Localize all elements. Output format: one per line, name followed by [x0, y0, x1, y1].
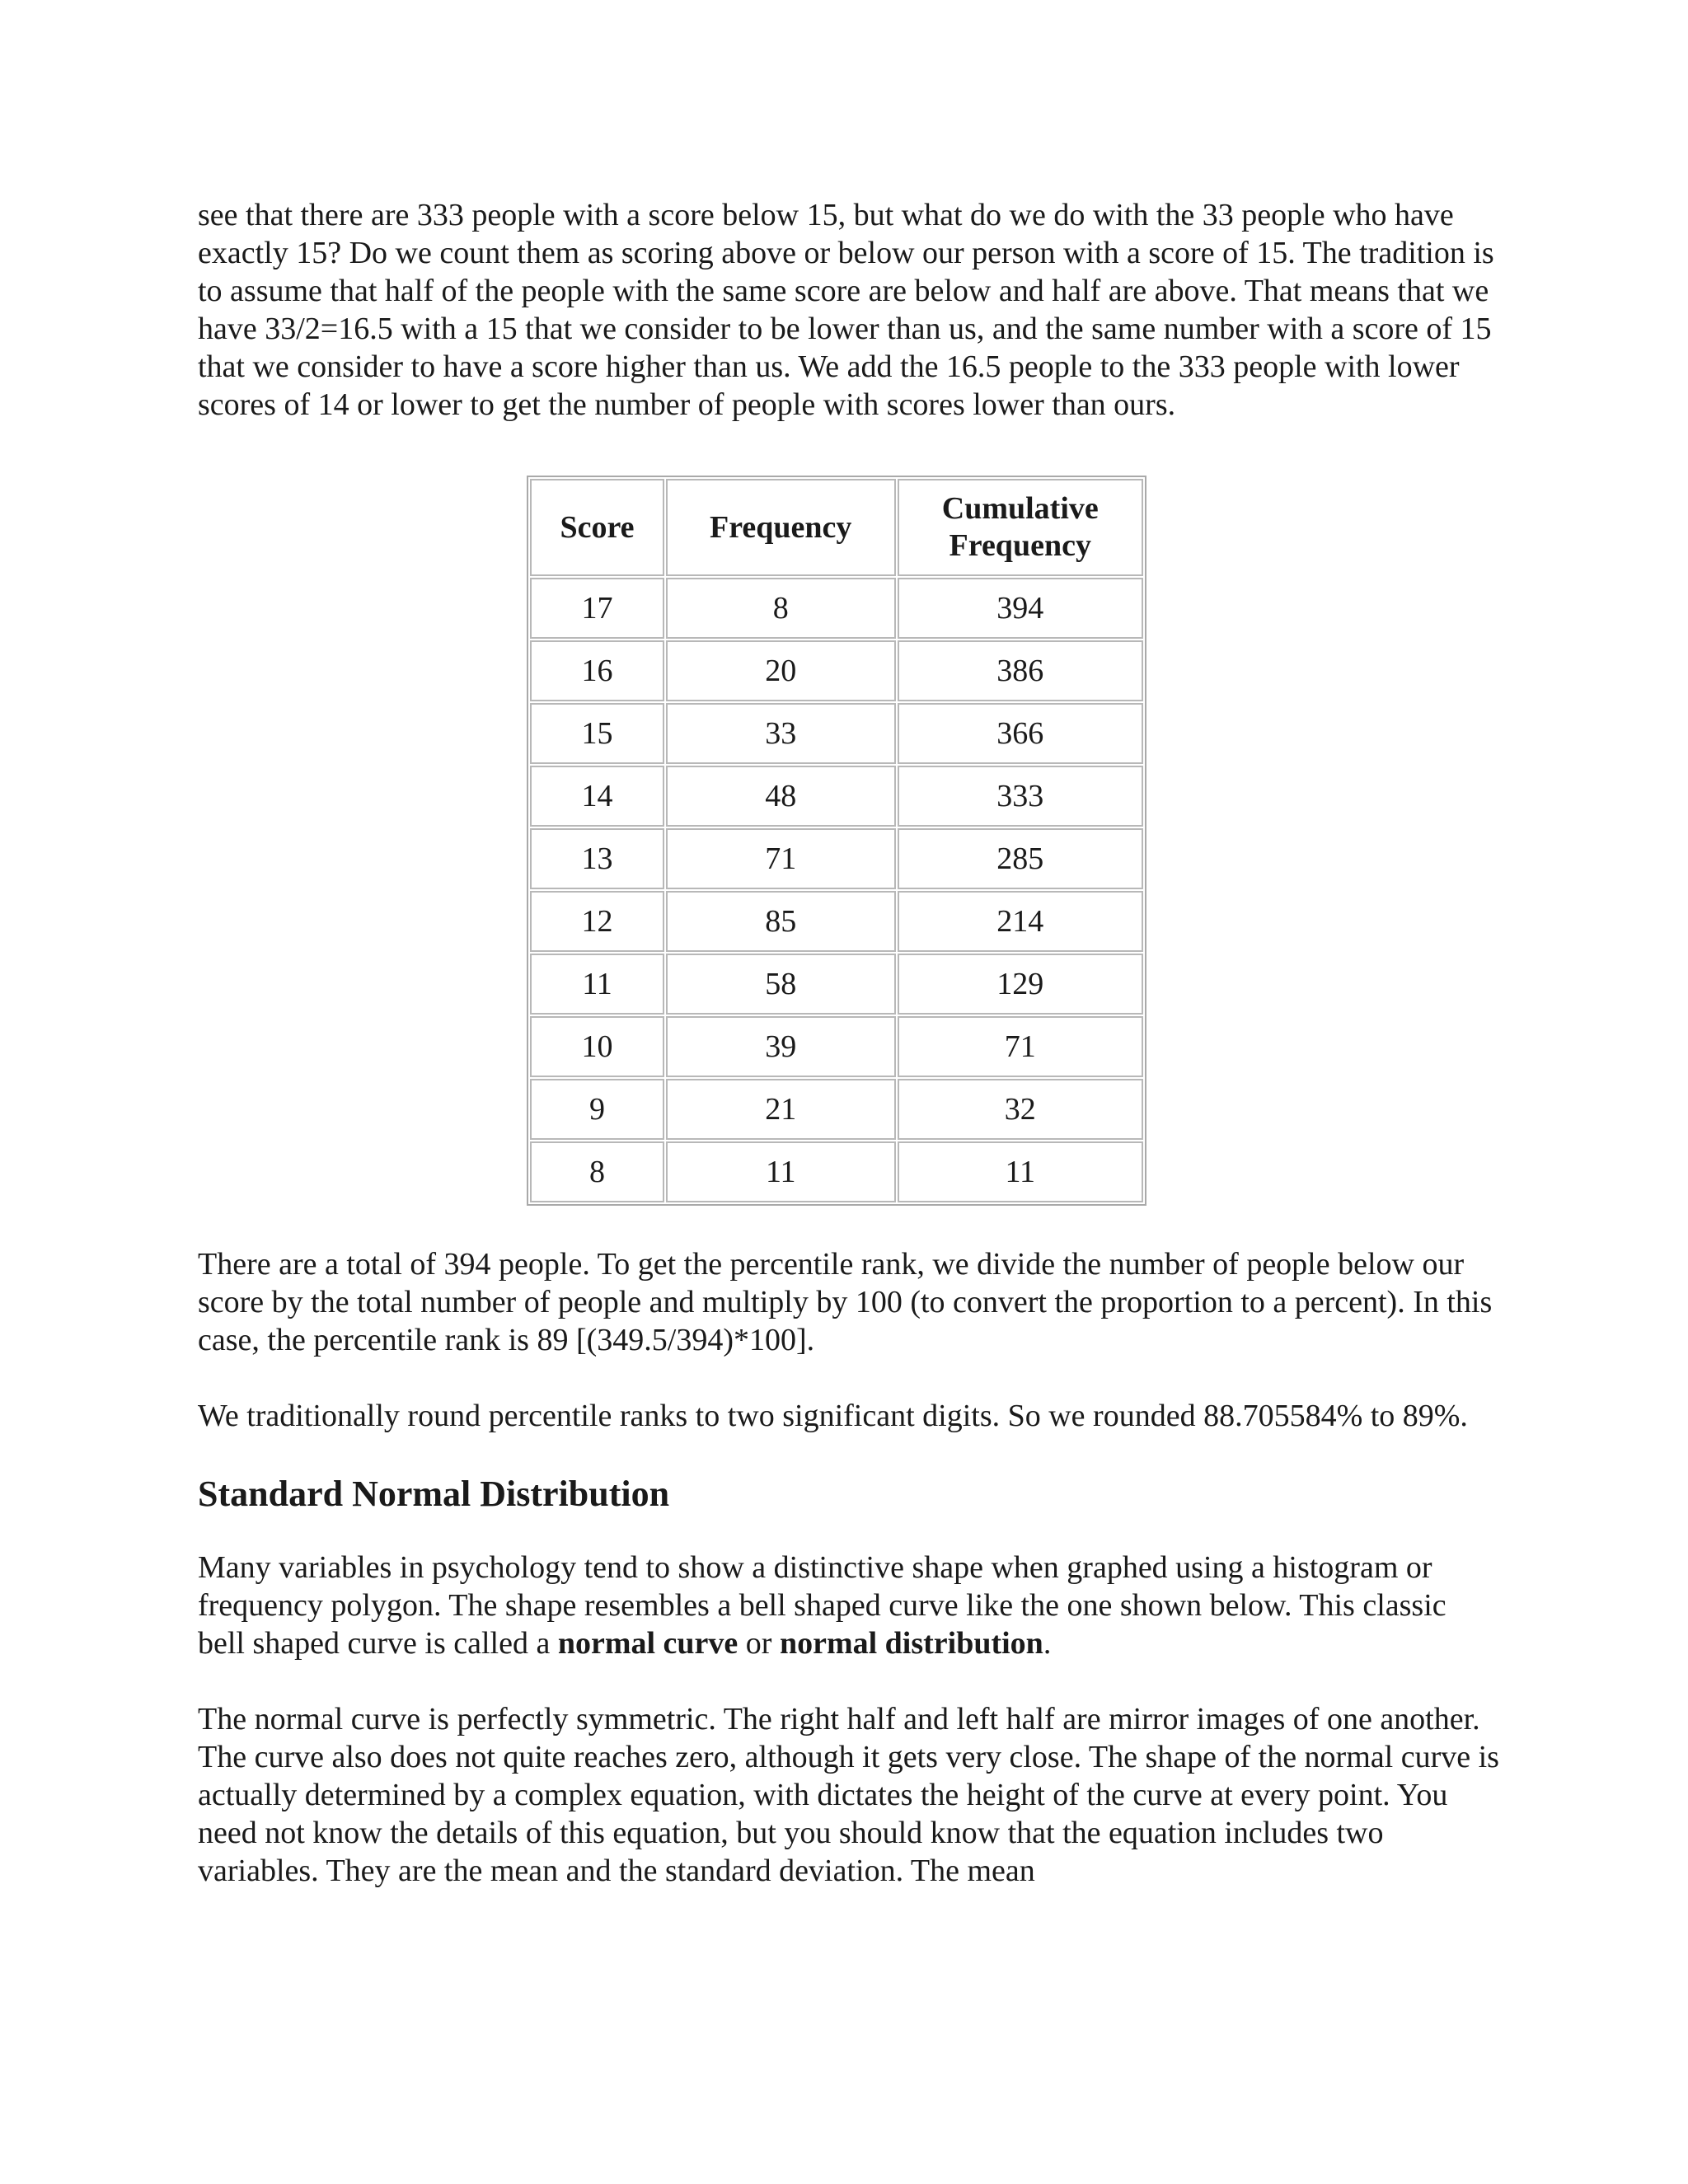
table-row: [530, 640, 1143, 701]
table-row: [530, 1141, 1143, 1202]
cell-score: 9: [530, 1079, 664, 1140]
term-normal-distribution: normal distribution: [779, 1626, 1043, 1661]
cell-frequency: 8: [666, 578, 896, 639]
cell-score: 8: [530, 1141, 664, 1202]
normal-curve-intro-paragraph: [198, 1549, 1500, 1662]
section-heading: Standard Normal Distribution: [198, 1474, 670, 1514]
cell-score: 15: [530, 703, 664, 764]
cell-frequency: 20: [666, 640, 896, 701]
cell-cumulative: 129: [898, 954, 1144, 1015]
cell-score: 17: [530, 578, 664, 639]
table-header-row: [530, 479, 1143, 576]
table-row: [530, 891, 1143, 952]
cell-cumulative: 394: [898, 578, 1144, 639]
table-row: [530, 954, 1143, 1015]
cell-score: 16: [530, 640, 664, 701]
cell-frequency: 11: [666, 1141, 896, 1202]
cell-frequency: 21: [666, 1079, 896, 1140]
cell-frequency: 39: [666, 1016, 896, 1077]
document-page: [198, 196, 1500, 1890]
table-row: [530, 1016, 1143, 1077]
cell-score: 12: [530, 891, 664, 952]
cell-cumulative: 32: [898, 1079, 1144, 1140]
cell-frequency: 71: [666, 828, 896, 889]
many-text-after: .: [1043, 1626, 1052, 1661]
cell-score: 13: [530, 828, 664, 889]
cell-cumulative: 333: [898, 766, 1144, 827]
frequency-table: [527, 476, 1146, 1206]
cell-cumulative: 386: [898, 640, 1144, 701]
header-cumulative-frequency: Cumulative Frequency: [898, 479, 1144, 576]
frequency-table-container: [527, 476, 1146, 1206]
cell-cumulative: 71: [898, 1016, 1144, 1077]
cell-score: 10: [530, 1016, 664, 1077]
table-row: [530, 1079, 1143, 1140]
many-text-mid: or: [738, 1626, 780, 1661]
cell-score: 11: [530, 954, 664, 1015]
header-score: Score: [530, 479, 664, 576]
table-row: [530, 578, 1143, 639]
rounding-paragraph: We traditionally round percentile ranks to two significant digits. So we rounded 88.705584% to 89%.: [198, 1399, 1468, 1433]
cell-cumulative: 285: [898, 828, 1144, 889]
table-row: [530, 703, 1143, 764]
cell-frequency: 58: [666, 954, 896, 1015]
intro-paragraph: see that there are 333 people with a score below 15, but what do we do with the 33 people who have exactly 15? Do we count them as scoring above or below our person with a score of 15. The tradition is to assume that half of the people with the same score are below and half are above. That means that we have 33/2=16.5 with a 15 that we consider to be lower than us, and the same number with a score of 15 that we consider to have a score higher than us. We add the 16.5 people to the 333 people with lower scores of 14 or lower to get the number of people with scores lower than ours.: [198, 198, 1494, 422]
cell-cumulative: 11: [898, 1141, 1144, 1202]
cell-frequency: 85: [666, 891, 896, 952]
cell-cumulative: 214: [898, 891, 1144, 952]
header-frequency: Frequency: [666, 479, 896, 576]
table-row: [530, 828, 1143, 889]
cell-frequency: 48: [666, 766, 896, 827]
cell-cumulative: 366: [898, 703, 1144, 764]
normal-curve-description-paragraph: The normal curve is perfectly symmetric. The right half and left half are mirror images of one another. The curve also does not quite reaches zero, although it gets very close. The shape of the normal curve is actually determined by a complex equation, with dictates the height of the curve at every point. You need not know the details of this equation, but you should know that the equation includes two variables. They are the mean and the standard deviation. The mean: [198, 1702, 1499, 1888]
term-normal-curve: normal curve: [557, 1626, 738, 1661]
table-row: [530, 766, 1143, 827]
many-text-before: Many variables in psychology tend to show a distinctive shape when graphed using a histogram or frequency polygon. The shape resembles a bell shaped curve like the one shown below. This classic bell shaped curve is called a: [198, 1550, 1447, 1661]
cell-score: 14: [530, 766, 664, 827]
cell-frequency: 33: [666, 703, 896, 764]
total-paragraph: There are a total of 394 people. To get the percentile rank, we divide the number of people below our score by the total number of people and multiply by 100 (to convert the proportion to a percent). In this case, the percentile rank is 89 [(349.5/394)*100].: [198, 1247, 1493, 1357]
